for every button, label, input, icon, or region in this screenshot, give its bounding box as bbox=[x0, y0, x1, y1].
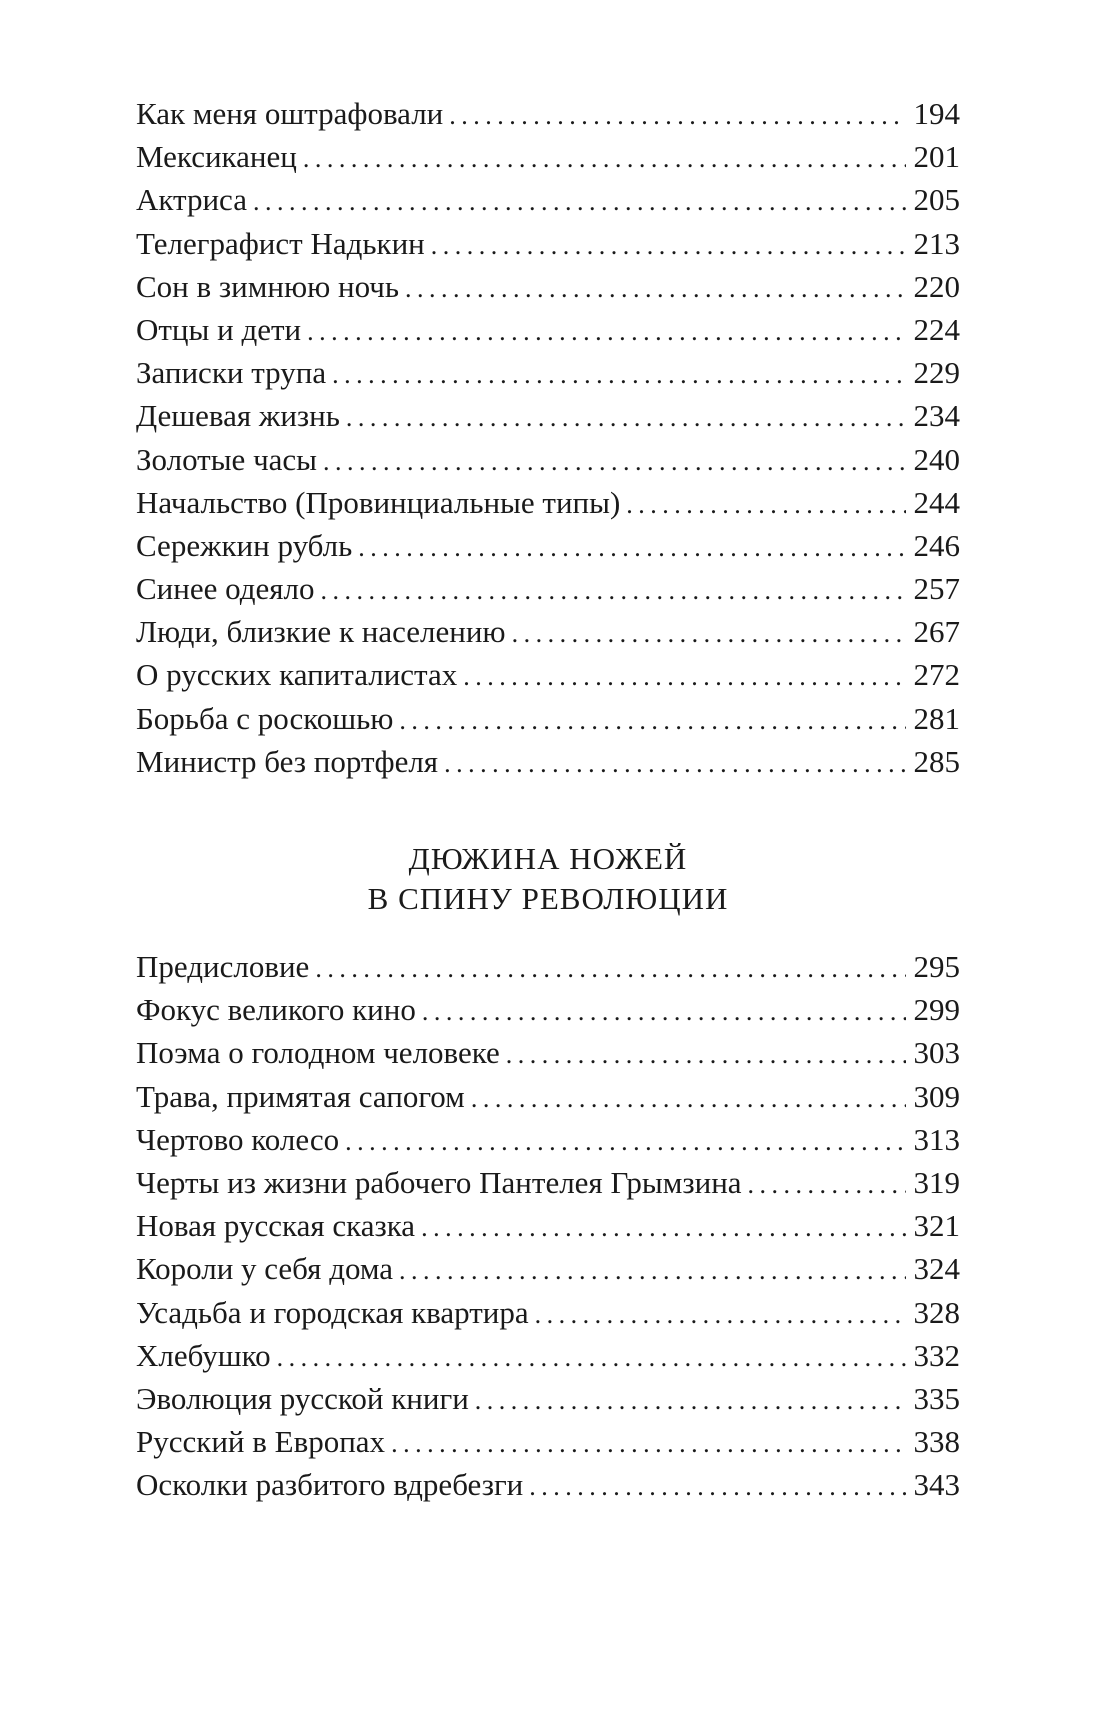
toc-entry-page-number: 295 bbox=[913, 949, 960, 984]
toc-entry bbox=[136, 697, 960, 740]
toc-entry-title: Усадьба и городская квартира bbox=[136, 1294, 529, 1330]
toc-entry-title: Начальство (Провинциальные типы) bbox=[136, 484, 621, 520]
toc-entry-page-number: 224 bbox=[913, 311, 960, 347]
toc-entry bbox=[136, 1118, 960, 1161]
toc-dot-leader bbox=[512, 612, 906, 655]
toc-entry-page-number: 213 bbox=[913, 225, 960, 261]
toc-entry bbox=[136, 1031, 960, 1074]
toc-dot-leader bbox=[399, 1249, 906, 1292]
toc-entry-page-number: 234 bbox=[913, 398, 960, 434]
toc-list-part2 bbox=[136, 945, 960, 1506]
toc-entry-page-number: 332 bbox=[913, 1337, 960, 1373]
toc-entry bbox=[136, 740, 960, 783]
toc-dot-leader bbox=[535, 1293, 906, 1336]
toc-entry-page-number: 319 bbox=[913, 1164, 960, 1200]
toc-dot-leader bbox=[449, 94, 906, 137]
toc-entry bbox=[136, 1075, 960, 1118]
toc-entry-title: Трава, примятая сапогом bbox=[136, 1078, 465, 1114]
toc-entry-page-number: 246 bbox=[913, 527, 960, 563]
toc-entry bbox=[136, 222, 960, 265]
toc-dot-leader bbox=[345, 1120, 906, 1163]
toc-entry bbox=[136, 394, 960, 437]
toc-entry bbox=[136, 1420, 960, 1463]
toc-entry-title: Отцы и дети bbox=[136, 311, 302, 347]
toc-entry-page-number: 299 bbox=[913, 992, 960, 1028]
toc-dot-leader bbox=[405, 267, 906, 310]
toc-dot-leader bbox=[391, 1422, 906, 1465]
toc-entry-title: Мексиканец bbox=[136, 139, 297, 175]
toc-dot-leader bbox=[315, 947, 906, 990]
toc-entry bbox=[136, 1204, 960, 1247]
toc-entry-title: Поэма о голодном человеке bbox=[136, 1035, 500, 1071]
toc-dot-leader bbox=[471, 1077, 906, 1120]
toc-entry bbox=[136, 1161, 960, 1204]
toc-entry-title: Предисловие bbox=[136, 949, 310, 984]
toc-entry-title: Хлебушко bbox=[136, 1337, 271, 1373]
toc-entry-page-number: 229 bbox=[913, 355, 960, 391]
toc-dot-leader bbox=[431, 224, 906, 267]
toc-entry bbox=[136, 1291, 960, 1334]
toc-entry-page-number: 194 bbox=[913, 96, 960, 131]
toc-entry-page-number: 335 bbox=[913, 1380, 960, 1416]
toc-dot-leader bbox=[321, 569, 907, 612]
toc-dot-leader bbox=[277, 1336, 906, 1379]
toc-entry bbox=[136, 178, 960, 221]
toc-entry-page-number: 285 bbox=[913, 743, 960, 779]
toc-dot-leader bbox=[475, 1379, 906, 1422]
toc-entry-title: Актриса bbox=[136, 182, 247, 218]
toc-dot-leader bbox=[463, 655, 906, 698]
toc-entry-page-number: 220 bbox=[913, 268, 960, 304]
toc-dot-leader bbox=[422, 990, 906, 1033]
toc-entry-page-number: 338 bbox=[913, 1424, 960, 1460]
toc-entry-title: Дешевая жизнь bbox=[136, 398, 340, 434]
toc-entry-title: Сережкин рубль bbox=[136, 527, 353, 563]
toc-entry-title: Фокус великого кино bbox=[136, 992, 416, 1028]
toc-entry-title: О русских капиталистах bbox=[136, 657, 458, 693]
section-heading-line1: ДЮЖИНА НОЖЕЙ bbox=[408, 841, 688, 876]
toc-entry bbox=[136, 92, 960, 135]
toc-entry-page-number: 281 bbox=[913, 700, 960, 736]
toc-entry-page-number: 244 bbox=[913, 484, 960, 520]
toc-entry-title: Министр без портфеля bbox=[136, 743, 439, 779]
toc-entry bbox=[136, 1247, 960, 1290]
table-of-contents-page bbox=[136, 92, 960, 1506]
toc-entry bbox=[136, 524, 960, 567]
toc-entry-title: Люди, близкие к населению bbox=[136, 614, 506, 650]
toc-entry-title: Как меня оштрафовали bbox=[136, 96, 444, 131]
toc-entry bbox=[136, 308, 960, 351]
toc-dot-leader bbox=[748, 1163, 906, 1206]
toc-entry-title: Осколки разбитого вдребезги bbox=[136, 1467, 524, 1503]
toc-entry bbox=[136, 988, 960, 1031]
toc-dot-leader bbox=[529, 1465, 906, 1508]
toc-dot-leader bbox=[444, 742, 906, 785]
toc-dot-leader bbox=[303, 137, 906, 180]
section-heading-line2: В СПИНУ РЕВОЛЮЦИИ bbox=[367, 881, 729, 916]
toc-dot-leader bbox=[253, 180, 906, 223]
toc-entry bbox=[136, 265, 960, 308]
toc-dot-leader bbox=[399, 699, 906, 742]
toc-entry-page-number: 309 bbox=[913, 1078, 960, 1114]
toc-entry-page-number: 343 bbox=[913, 1467, 960, 1503]
toc-entry-page-number: 267 bbox=[913, 614, 960, 650]
toc-entry-title: Записки трупа bbox=[136, 355, 327, 391]
toc-entry-page-number: 324 bbox=[913, 1251, 960, 1287]
toc-entry-page-number: 313 bbox=[913, 1121, 960, 1157]
toc-entry bbox=[136, 945, 960, 988]
toc-entry-page-number: 272 bbox=[913, 657, 960, 693]
toc-entry-title: Золотые часы bbox=[136, 441, 318, 477]
toc-entry-title: Новая русская сказка bbox=[136, 1208, 416, 1244]
toc-entry bbox=[136, 351, 960, 394]
toc-entry-title: Синее одеяло bbox=[136, 571, 315, 607]
toc-entry bbox=[136, 610, 960, 653]
toc-entry bbox=[136, 653, 960, 696]
toc-entry-title: Эволюция русской книги bbox=[136, 1380, 469, 1416]
toc-entry-page-number: 303 bbox=[913, 1035, 960, 1071]
toc-entry-title: Русский в Европах bbox=[136, 1424, 386, 1460]
toc-entry-title: Телеграфист Надькин bbox=[136, 225, 425, 261]
toc-entry bbox=[136, 1334, 960, 1377]
toc-entry bbox=[136, 135, 960, 178]
toc-entry bbox=[136, 438, 960, 481]
toc-dot-leader bbox=[323, 440, 906, 483]
toc-entry-title: Черты из жизни рабочего Пантелея Грымзина bbox=[136, 1164, 742, 1200]
toc-entry-page-number: 240 bbox=[913, 441, 960, 477]
toc-entry-page-number: 205 bbox=[913, 182, 960, 218]
toc-dot-leader bbox=[506, 1033, 906, 1076]
toc-entry bbox=[136, 1463, 960, 1506]
toc-entry-title: Борьба с роскошью bbox=[136, 700, 394, 736]
toc-list-part1 bbox=[136, 92, 960, 783]
toc-dot-leader bbox=[421, 1206, 906, 1249]
toc-entry-page-number: 257 bbox=[913, 571, 960, 607]
toc-entry-title: Короли у себя дома bbox=[136, 1251, 394, 1287]
section-heading bbox=[136, 839, 960, 919]
toc-entry-title: Сон в зимнюю ночь bbox=[136, 268, 400, 304]
toc-entry-page-number: 321 bbox=[913, 1208, 960, 1244]
toc-entry bbox=[136, 567, 960, 610]
toc-entry-page-number: 328 bbox=[913, 1294, 960, 1330]
toc-entry-page-number: 201 bbox=[913, 139, 960, 175]
toc-dot-leader bbox=[358, 526, 906, 569]
toc-dot-leader bbox=[626, 483, 906, 526]
toc-entry bbox=[136, 1377, 960, 1420]
toc-entry-title: Чертово колесо bbox=[136, 1121, 340, 1157]
toc-dot-leader bbox=[346, 396, 906, 439]
toc-dot-leader bbox=[307, 310, 906, 353]
toc-entry bbox=[136, 481, 960, 524]
toc-dot-leader bbox=[332, 353, 906, 396]
